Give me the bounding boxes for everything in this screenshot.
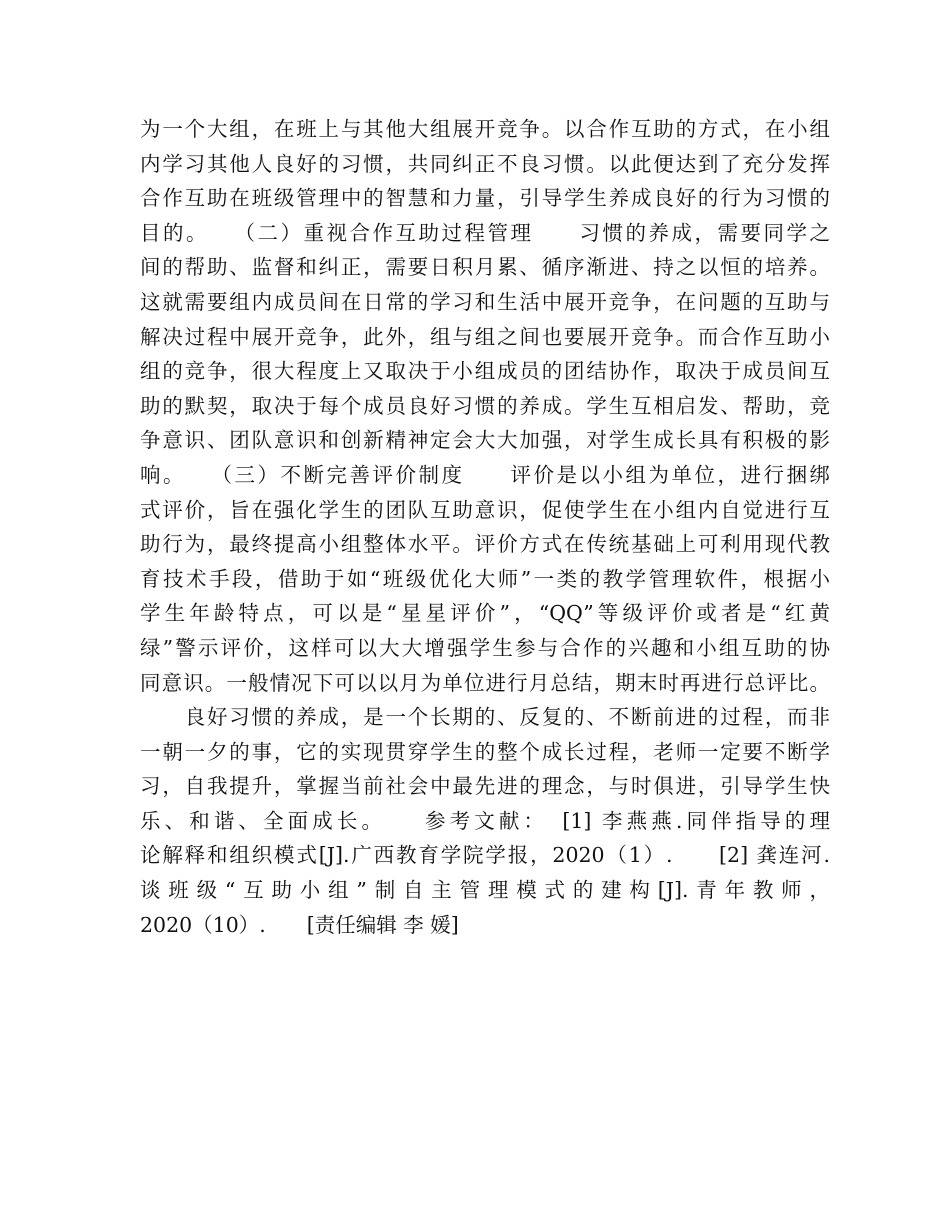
- text-line: 育技术手段，借助于如“班级优化大师”一类的教学管理软件，根据小: [140, 566, 830, 591]
- text-line: 合作互助在班级管理中的智慧和力量，引导学生养成良好的行为习惯的: [140, 186, 830, 211]
- body-text: [140, 112, 830, 942]
- text-line: 2020（10）. [责任编辑 李 媛]: [140, 912, 459, 937]
- text-line: 助的默契，取决于每个成员良好习惯的养成。学生互相启发、帮助，竞: [140, 393, 830, 418]
- text-line: 组的竞争，很大程度上又取决于小组成员的团结协作，取决于成员间互: [140, 359, 830, 384]
- text-line: 绿”警示评价，这样可以大大增强学生参与合作的兴趣和小组互助的协: [140, 635, 830, 660]
- text-line: 间的帮助、监督和纠正，需要日积月累、循序渐进、持之以恒的培养。: [140, 255, 830, 280]
- text-line: 一朝一夕的事，它的实现贯穿学生的整个成长过程，老师一定要不断学: [140, 739, 830, 764]
- text-line: 谈班级“互助小组”制自主管理模式的建构[J].青年教师，: [140, 878, 830, 903]
- text-line: 助行为，最终提高小组整体水平。评价方式在传统基础上可利用现代教: [140, 532, 830, 557]
- text-line: 解决过程中展开竞争，此外，组与组之间也要展开竞争。而合作互助小: [140, 324, 830, 349]
- text-line: 学生年龄特点，可以是“星星评价”，“QQ”等级评价或者是“红黄: [140, 601, 830, 626]
- text-line: 响。 （三）不断完善评价制度 评价是以小组为单位，进行捆绑: [140, 462, 830, 487]
- text-line: 目的。 （二）重视合作互助过程管理 习惯的养成，需要同学之: [140, 220, 830, 245]
- text-line: 内学习其他人良好的习惯，共同纠正不良习惯。以此便达到了充分发挥: [140, 151, 830, 176]
- text-line: 习，自我提升，掌握当前社会中最先进的理念，与时俱进，引导学生快: [140, 774, 830, 799]
- text-line: 争意识、团队意识和创新精神定会大大加强，对学生成长具有积极的影: [140, 428, 830, 453]
- text-line: 论解释和组织模式[J].广西教育学院学报，2020（1）. [2] 龚连河.: [140, 843, 830, 868]
- text-line: 良好习惯的养成，是一个长期的、反复的、不断前进的过程，而非: [140, 705, 830, 730]
- text-line: 乐、和谐、全面成长。 参考文献： [1] 李燕燕.同伴指导的理: [140, 808, 830, 833]
- text-line: 同意识。一般情况下可以以月为单位进行月总结，期末时再进行总评比。: [140, 670, 830, 695]
- text-line: 这就需要组内成员间在日常的学习和生活中展开竞争，在问题的互助与: [140, 289, 830, 314]
- text-line: 式评价，旨在强化学生的团队互助意识，促使学生在小组内自觉进行互: [140, 497, 830, 522]
- text-line: 为一个大组，在班上与其他大组展开竞争。以合作互助的方式，在小组: [140, 117, 830, 141]
